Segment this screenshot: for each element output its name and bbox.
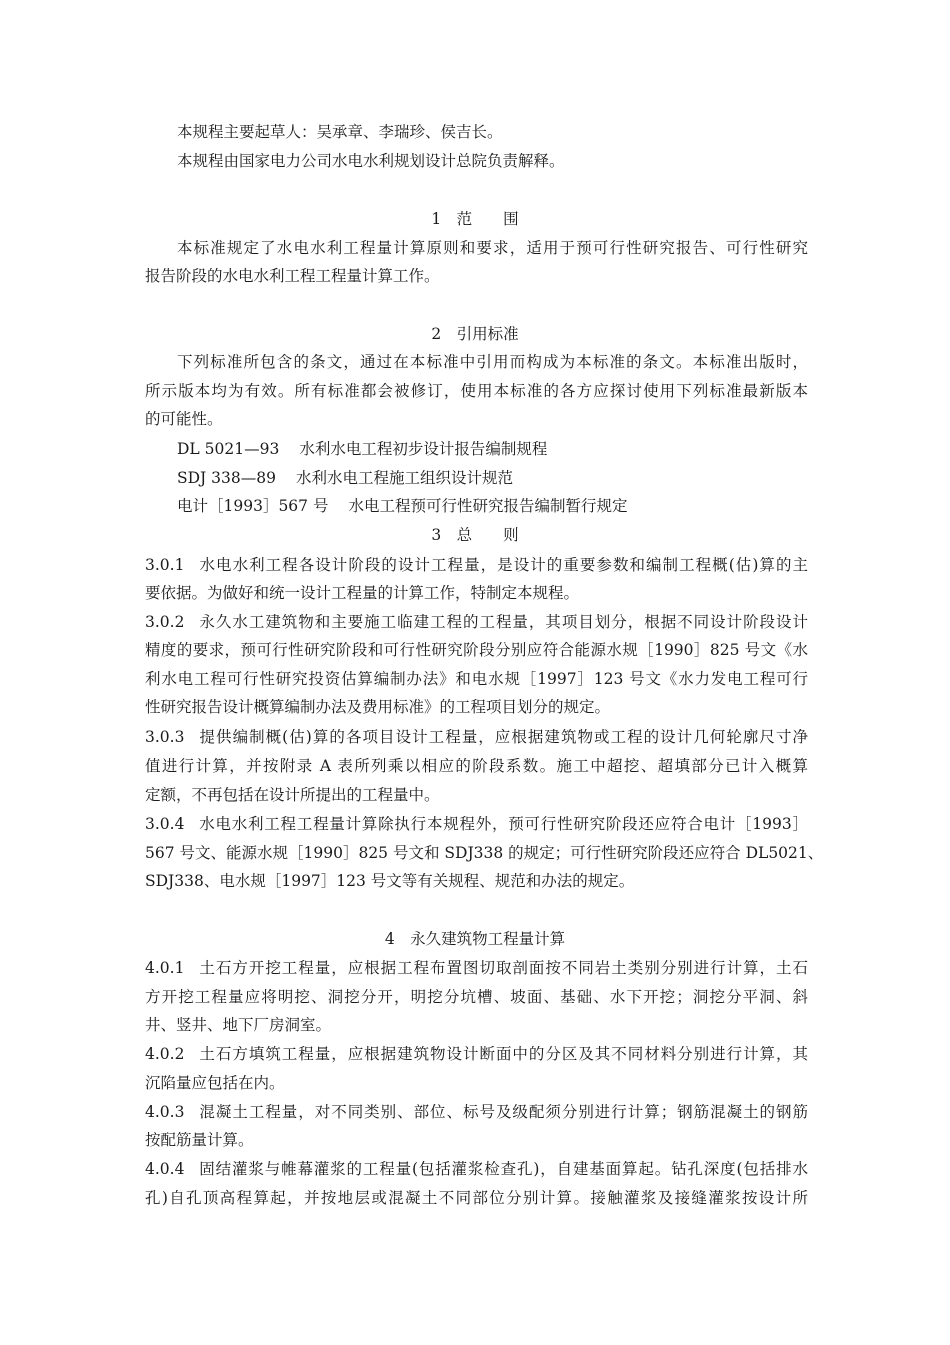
section-4-title: 4 永久建筑物工程量计算	[384, 930, 566, 948]
clause-line: 要依据。为做好和统一设计工程量的计算工作，特制定本规程。	[145, 584, 580, 602]
reference-code: 电计［1993］567 号	[177, 497, 329, 515]
reference-title: 水利水电工程初步设计报告编制规程	[299, 440, 548, 458]
clause-text: 水电水利工程工程量计算除执行本规程外，预可行性研究阶段还应符合电计［1993］	[198, 815, 808, 833]
clause-number: 3.0.4	[145, 815, 185, 833]
clause-text: 水电水利工程各设计阶段的设计工程量，是设计的重要参数和编制工程概(估)算的主	[198, 556, 808, 574]
clause-number: 3.0.2	[145, 613, 185, 631]
clause-line: 井、竖井、地下厂房洞室。	[145, 1016, 332, 1034]
clause-line: 利水电工程可行性研究投资估算编制办法》和电水规［1997］123 号文《水力发电工程可行	[145, 670, 808, 688]
reference-item	[177, 496, 627, 516]
interpreter-line: 本规程由国家电力公司水电水利规划设计总院负责解释。	[177, 152, 565, 170]
clause-line: 567 号文、能源水规［1990］825 号文和 SDJ338 的规定；可行性研究阶段还应符合 DL5021、	[145, 844, 824, 862]
clause-line: 沉陷量应包括在内。	[145, 1074, 285, 1092]
clause-line	[145, 1159, 808, 1179]
clause-text: 混凝土工程量，对不同类别、部位、标号及级配须分别进行计算；钢筋混凝土的钢筋	[198, 1103, 808, 1121]
section-2-line: 下列标准所包含的条文，通过在本标准中引用而构成为本标准的条文。本标准出版时，	[177, 353, 808, 371]
clause-line	[145, 555, 808, 575]
clause-line: 值进行计算，并按附录 A 表所列乘以相应的阶段系数。施工中超挖、超填部分已计入概算	[145, 757, 808, 775]
clause-line: 性研究报告设计概算编制办法及费用标准》的工程项目划分的规定。	[145, 698, 611, 716]
clause-line: 定额，不再包括在设计所提出的工程量中。	[145, 786, 440, 804]
clause-line	[145, 612, 808, 632]
clause-line	[145, 727, 808, 747]
reference-title: 水电工程预可行性研究报告编制暂行规定	[348, 497, 628, 515]
section-3-title: 3 总 则	[431, 526, 519, 544]
clause-number: 4.0.2	[145, 1045, 185, 1063]
clause-number: 4.0.3	[145, 1103, 185, 1121]
drafters-line: 本规程主要起草人：吴承章、李瑞珍、侯吉长。	[177, 123, 503, 141]
clause-number: 4.0.4	[145, 1160, 185, 1178]
clause-text: 固结灌浆与帷幕灌浆的工程量(包括灌浆检查孔)，自建基面算起。钻孔深度(包括排水	[198, 1160, 808, 1178]
clause-text: 土石方开挖工程量，应根据工程布置图切取剖面按不同岩土类别分别进行计算，土石	[198, 959, 808, 977]
clause-line: 方开挖工程量应将明挖、洞挖分开，明挖分坑槽、坡面、基础、水下开挖；洞挖分平洞、斜	[145, 988, 808, 1006]
clause-line: SDJ338、电水规［1997］123 号文等有关规程、规范和办法的规定。	[145, 872, 635, 890]
clause-line	[145, 958, 808, 978]
clause-line: 精度的要求，预可行性研究阶段和可行性研究阶段分别应符合能源水规［1990］825 号文《水	[145, 641, 808, 659]
clause-line	[145, 814, 808, 834]
section-2-title: 2 引用标准	[431, 325, 519, 343]
clause-text: 土石方填筑工程量，应根据建筑物设计断面中的分区及其不同材料分别进行计算，其	[198, 1045, 808, 1063]
reference-item	[177, 439, 547, 459]
reference-item	[177, 468, 513, 488]
clause-line	[145, 1102, 808, 1122]
clause-number: 3.0.1	[145, 556, 185, 574]
reference-code: SDJ 338—89	[177, 469, 276, 487]
section-1-title: 1 范 围	[431, 210, 519, 228]
section-2-line: 的可能性。	[145, 410, 223, 428]
section-1-line: 本标准规定了水电水利工程量计算原则和要求，适用于预可行性研究报告、可行性研究	[177, 239, 808, 257]
clause-text: 永久水工建筑物和主要施工临建工程的工程量，其项目划分，根据不同设计阶段设计	[198, 613, 808, 631]
clause-number: 3.0.3	[145, 728, 185, 746]
clause-line	[145, 1044, 808, 1064]
section-1-line: 报告阶段的水电水利工程工程量计算工作。	[145, 267, 440, 285]
reference-code: DL 5021—93	[177, 440, 280, 458]
clause-line: 孔)自孔顶高程算起，并按地层或混凝土不同部位分别计算。接触灌浆及接缝灌浆按设计所	[145, 1189, 808, 1207]
clause-number: 4.0.1	[145, 959, 185, 977]
section-2-line: 所示版本均为有效。所有标准都会被修订，使用本标准的各方应探讨使用下列标准最新版本	[145, 382, 808, 400]
reference-title: 水利水电工程施工组织设计规范	[296, 469, 514, 487]
clause-text: 提供编制概(估)算的各项目设计工程量，应根据建筑物或工程的设计几何轮廓尺寸净	[198, 728, 808, 746]
clause-line: 按配筋量计算。	[145, 1131, 254, 1149]
